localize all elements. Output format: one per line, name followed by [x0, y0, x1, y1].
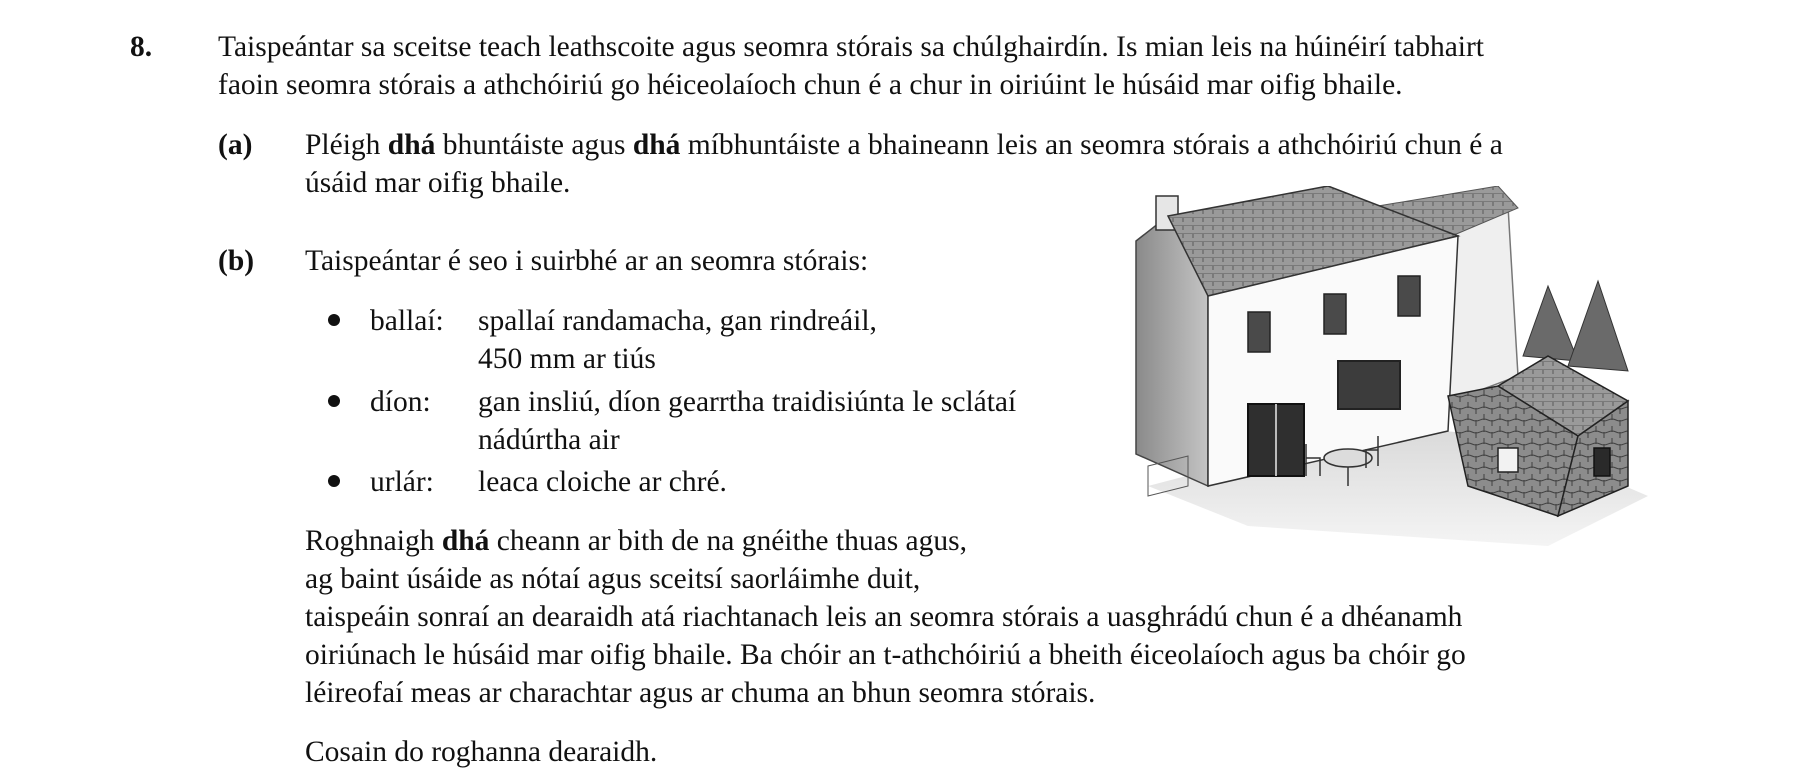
trees	[1523, 281, 1628, 371]
part-a-text-pre: Pléigh	[305, 129, 388, 161]
bullet-icon	[328, 395, 340, 407]
question-intro-line-1: Taispeántar sa sceitse teach leathscoite agus seomra stórais sa chúlghairdín. Is mian leis na húinéirí tabhairt	[218, 31, 1485, 63]
task-bold: dhá	[441, 525, 490, 557]
ground-floor-window	[1338, 361, 1400, 409]
part-b-intro: Taispeántar é seo i suirbhé ar an seomra stórais:	[305, 245, 869, 277]
part-a-text-post: míbhuntáiste a bhaineann leis an seomra stórais a athchóiriú chun é a	[680, 129, 1503, 161]
part-a-bold-1: dhá	[387, 129, 436, 161]
task-text-pre: Roghnaigh	[305, 525, 442, 557]
bullet-icon	[328, 314, 340, 326]
justify-instruction: Cosain do roghanna dearaidh.	[305, 736, 658, 768]
part-a-text-mid: bhuntáiste agus	[435, 129, 633, 161]
task-text-post: cheann ar bith de na gnéithe thuas agus,	[489, 525, 967, 557]
bullet-icon	[328, 475, 340, 487]
house-sketch-illustration	[1128, 186, 1660, 558]
task-line-5: léireofaí meas ar charachtar agus ar chuma an bhun seomra stórais.	[305, 677, 1096, 709]
storeroom-window	[1498, 448, 1518, 472]
survey-value-line-1: leaca cloiche ar chré.	[478, 466, 727, 498]
survey-value-line-2: nádúrtha air	[478, 424, 620, 456]
part-a-bold-2: dhá	[632, 129, 681, 161]
storeroom-door	[1594, 448, 1610, 476]
part-a-label: (a)	[218, 129, 253, 161]
survey-value-line-1: spallaí randamacha, gan rindreáil,	[478, 305, 877, 337]
survey-value-line-1: gan insliú, díon gearrtha traidisiúnta le sclátaí	[478, 386, 1017, 418]
survey-value-line-2: 450 mm ar tiús	[478, 343, 656, 375]
question-intro-line-2: faoin seomra stórais a athchóiriú go héiceolaíoch chun é a chur in oiriúint le húsáid mar oifig bhaile.	[218, 69, 1403, 101]
task-line-4: oiriúnach le húsáid mar oifig bhaile. Ba chóir an t-athchóiriú a bheith éiceolaíoch agus ba chóir go	[305, 639, 1466, 671]
task-line-2: ag baint úsáide as nótaí agus sceitsí saorláimhe duit,	[305, 563, 921, 595]
task-line-1	[305, 522, 967, 560]
question-number: 8.	[130, 31, 153, 63]
survey-term: díon:	[370, 386, 431, 418]
survey-term: ballaí:	[370, 305, 444, 337]
patio-doors	[1248, 404, 1304, 476]
part-a-line-1	[305, 126, 1503, 164]
part-a-line-2: úsáid mar oifig bhaile.	[305, 167, 571, 199]
task-line-3: taispeáin sonraí an dearaidh atá riachtanach leis an seomra stórais a uasghrádú chun é a dhéanamh	[305, 601, 1463, 633]
part-b-label: (b)	[218, 245, 255, 277]
survey-term: urlár:	[370, 466, 434, 498]
